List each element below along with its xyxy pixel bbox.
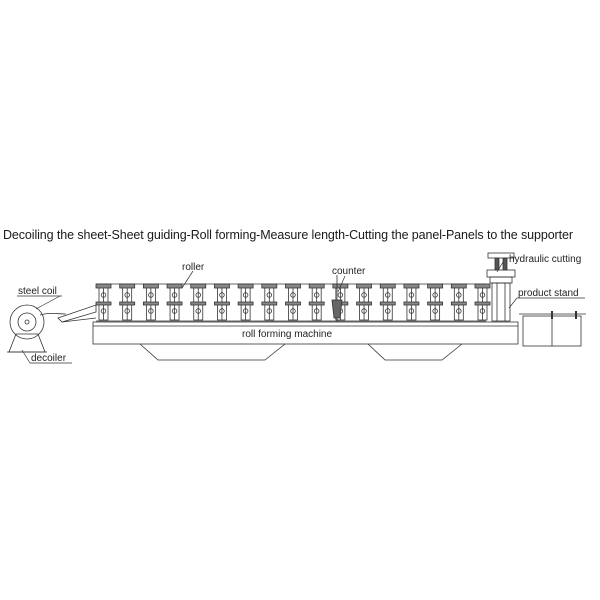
roller-station bbox=[309, 284, 324, 320]
roller-station bbox=[167, 284, 182, 320]
roll-forming-machine bbox=[93, 275, 518, 360]
label-counter: counter bbox=[332, 266, 366, 277]
sheet-guide bbox=[58, 305, 96, 322]
label-roll-forming-machine: roll forming machine bbox=[242, 329, 333, 340]
roller-station bbox=[428, 284, 443, 320]
process-caption: Decoiling the sheet-Sheet guiding-Roll forming-Measure length-Cutting the panel-Panels to the supporter bbox=[3, 228, 573, 242]
machine-foot-left bbox=[140, 344, 285, 360]
machine-foot-right bbox=[368, 344, 462, 360]
decoiler-stand bbox=[9, 334, 45, 352]
label-decoiler: decoiler bbox=[31, 353, 67, 364]
label-steel-coil: steel coil bbox=[18, 286, 57, 297]
roller-station bbox=[120, 284, 135, 320]
roller-station bbox=[214, 284, 229, 320]
roller-station bbox=[238, 284, 253, 320]
roller-station bbox=[286, 284, 301, 320]
roller-station bbox=[143, 284, 158, 320]
roller-stations bbox=[96, 284, 490, 320]
product-stand bbox=[519, 311, 586, 346]
roller-station bbox=[191, 284, 206, 320]
label-product-stand: product stand bbox=[518, 288, 579, 299]
roller-station bbox=[404, 284, 419, 320]
roller-station bbox=[380, 284, 395, 320]
label-roller: roller bbox=[182, 262, 205, 273]
roller-station bbox=[451, 284, 466, 320]
roller-station bbox=[357, 284, 372, 320]
label-hydraulic-cutting: hydraulic cutting bbox=[509, 254, 582, 265]
decoiler-unit bbox=[7, 305, 66, 352]
roller-station bbox=[262, 284, 277, 320]
roller-station bbox=[96, 284, 111, 320]
roller-station bbox=[475, 284, 490, 320]
